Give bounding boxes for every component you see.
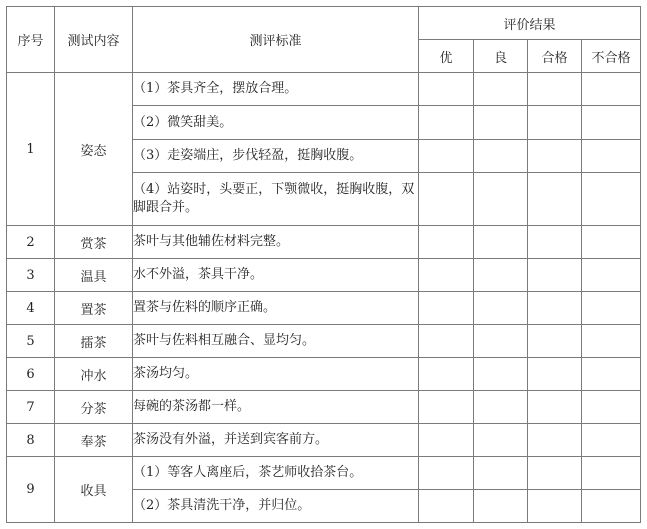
- row-criterion: 茶汤没有外溢，并送到宾客前方。: [133, 424, 419, 457]
- row-criterion: （3）走姿端庄，步伐轻盈，挺胸收腹。: [133, 140, 419, 173]
- grade-pass-cell[interactable]: [528, 226, 582, 259]
- row-seq: 9: [7, 457, 55, 523]
- grade-pass-cell[interactable]: [528, 490, 582, 523]
- row-content: 收具: [55, 457, 133, 523]
- grade-fail-cell[interactable]: [582, 173, 641, 226]
- grade-pass-cell[interactable]: [528, 325, 582, 358]
- row-criterion: （2）微笑甜美。: [133, 106, 419, 140]
- grade-good-cell[interactable]: [474, 292, 528, 325]
- row-content: 擂茶: [55, 325, 133, 358]
- grade-good-cell[interactable]: [474, 358, 528, 391]
- row-seq: 2: [7, 226, 55, 259]
- row-criterion: 茶叶与佐料相互融合、显均匀。: [133, 325, 419, 358]
- grade-pass-cell[interactable]: [528, 457, 582, 490]
- row-content: 分茶: [55, 391, 133, 424]
- row-seq: 6: [7, 358, 55, 391]
- grade-fail-cell[interactable]: [582, 391, 641, 424]
- grade-excellent-cell[interactable]: [419, 424, 474, 457]
- grade-excellent-cell[interactable]: [419, 140, 474, 173]
- header-standard: 测评标准: [133, 7, 419, 73]
- grade-fail-cell[interactable]: [582, 424, 641, 457]
- grade-good-cell[interactable]: [474, 391, 528, 424]
- row-criterion: 茶汤均匀。: [133, 358, 419, 391]
- grade-good-cell[interactable]: [474, 226, 528, 259]
- grade-excellent-cell[interactable]: [419, 490, 474, 523]
- grade-excellent-cell[interactable]: [419, 391, 474, 424]
- row-criterion: （4）站姿时，头要正，下颚微收，挺胸收腹，双脚跟合并。: [133, 173, 419, 226]
- header-grade-good: 良: [474, 40, 528, 73]
- header-grade-fail: 不合格: [582, 40, 641, 73]
- table-row: [7, 325, 641, 358]
- grade-excellent-cell[interactable]: [419, 325, 474, 358]
- grade-pass-cell[interactable]: [528, 424, 582, 457]
- table-row: [7, 391, 641, 424]
- row-seq: 8: [7, 424, 55, 457]
- grade-good-cell[interactable]: [474, 325, 528, 358]
- grade-excellent-cell[interactable]: [419, 226, 474, 259]
- grade-excellent-cell[interactable]: [419, 173, 474, 226]
- grade-pass-cell[interactable]: [528, 391, 582, 424]
- row-seq: 7: [7, 391, 55, 424]
- row-content: 温具: [55, 259, 133, 292]
- grade-fail-cell[interactable]: [582, 226, 641, 259]
- grade-fail-cell[interactable]: [582, 358, 641, 391]
- row-content: 置茶: [55, 292, 133, 325]
- table-body: [7, 73, 641, 523]
- grade-fail-cell[interactable]: [582, 457, 641, 490]
- grade-good-cell[interactable]: [474, 259, 528, 292]
- grade-good-cell[interactable]: [474, 73, 528, 106]
- evaluation-table: [6, 6, 641, 523]
- grade-good-cell[interactable]: [474, 490, 528, 523]
- row-seq: 3: [7, 259, 55, 292]
- row-content: 赏茶: [55, 226, 133, 259]
- row-criterion: （1）等客人离座后，茶艺师收拾茶台。: [133, 457, 419, 490]
- table-row: [7, 259, 641, 292]
- grade-excellent-cell[interactable]: [419, 292, 474, 325]
- grade-pass-cell[interactable]: [528, 292, 582, 325]
- grade-fail-cell[interactable]: [582, 292, 641, 325]
- grade-good-cell[interactable]: [474, 173, 528, 226]
- row-content: 姿态: [55, 73, 133, 226]
- row-content: 奉茶: [55, 424, 133, 457]
- grade-fail-cell[interactable]: [582, 325, 641, 358]
- table-row: [7, 73, 641, 106]
- table-row: [7, 292, 641, 325]
- grade-fail-cell[interactable]: [582, 73, 641, 106]
- grade-pass-cell[interactable]: [528, 173, 582, 226]
- grade-excellent-cell[interactable]: [419, 106, 474, 140]
- grade-fail-cell[interactable]: [582, 490, 641, 523]
- grade-fail-cell[interactable]: [582, 140, 641, 173]
- grade-fail-cell[interactable]: [582, 259, 641, 292]
- row-criterion: （2）茶具清洗干净，并归位。: [133, 490, 419, 523]
- grade-pass-cell[interactable]: [528, 358, 582, 391]
- table-row: [7, 226, 641, 259]
- row-seq: 4: [7, 292, 55, 325]
- grade-pass-cell[interactable]: [528, 259, 582, 292]
- header-result: 评价结果: [419, 7, 641, 40]
- table-row: [7, 358, 641, 391]
- header-content: 测试内容: [55, 7, 133, 73]
- header-grade-pass: 合格: [528, 40, 582, 73]
- grade-excellent-cell[interactable]: [419, 259, 474, 292]
- row-criterion: （1）茶具齐全，摆放合理。: [133, 73, 419, 106]
- header-grade-excellent: 优: [419, 40, 474, 73]
- grade-excellent-cell[interactable]: [419, 73, 474, 106]
- row-seq: 1: [7, 73, 55, 226]
- grade-good-cell[interactable]: [474, 140, 528, 173]
- header-seq: 序号: [7, 7, 55, 73]
- row-criterion: 每碗的茶汤都一样。: [133, 391, 419, 424]
- grade-pass-cell[interactable]: [528, 106, 582, 140]
- grade-good-cell[interactable]: [474, 106, 528, 140]
- row-criterion: 水不外溢，茶具干净。: [133, 259, 419, 292]
- grade-pass-cell[interactable]: [528, 73, 582, 106]
- row-content: 冲水: [55, 358, 133, 391]
- grade-excellent-cell[interactable]: [419, 358, 474, 391]
- grade-fail-cell[interactable]: [582, 106, 641, 140]
- table-row: [7, 457, 641, 490]
- grade-good-cell[interactable]: [474, 424, 528, 457]
- grade-pass-cell[interactable]: [528, 140, 582, 173]
- grade-excellent-cell[interactable]: [419, 457, 474, 490]
- grade-good-cell[interactable]: [474, 457, 528, 490]
- row-criterion: 置茶与佐料的顺序正确。: [133, 292, 419, 325]
- table-row: [7, 424, 641, 457]
- row-criterion: 茶叶与其他辅佐材料完整。: [133, 226, 419, 259]
- row-seq: 5: [7, 325, 55, 358]
